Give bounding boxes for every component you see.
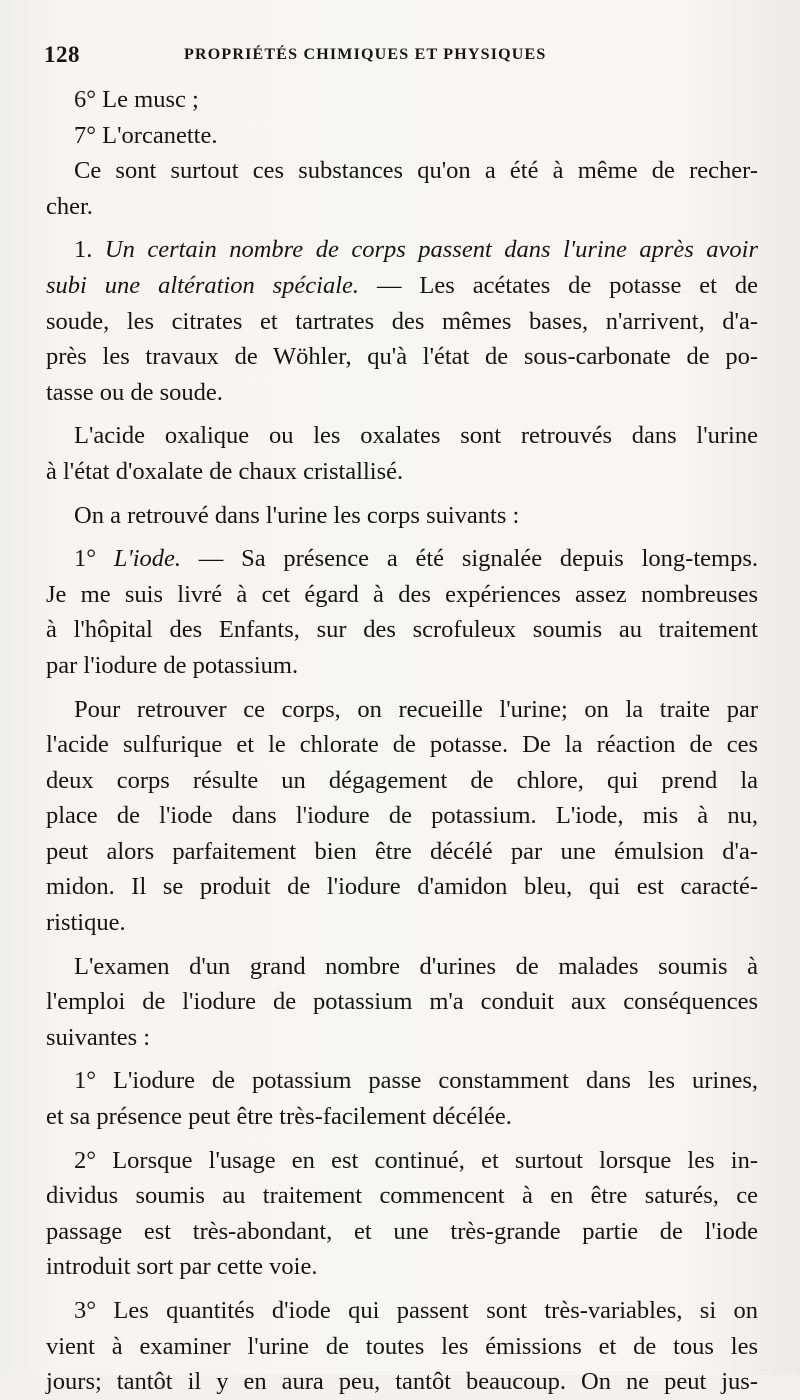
- text-span: 1.: [74, 236, 105, 264]
- text-line: jours; tantôt il y en aura peu, tantôt beaucoup. On ne peut jus-: [46, 1368, 758, 1396]
- text-line: Pour retrouver ce corps, on recueille l'urine; on la traite par: [74, 695, 758, 723]
- text-line: Ce sont surtout ces substances qu'on a été à même de recher-: [74, 157, 758, 185]
- text-line: [46, 268, 758, 304]
- text-line: à l'hôpital des Enfants, sur des scrofuleux soumis au traitement: [46, 616, 758, 644]
- text-line: à l'état d'oxalate de chaux cristallisé.: [46, 457, 404, 485]
- paragraph-gap: [46, 1285, 758, 1293]
- text-line: [46, 541, 758, 577]
- text-line: suivantes :: [46, 1023, 151, 1051]
- text-line: 1° L'iodure de potassium passe constamment dans les urines,: [74, 1067, 758, 1095]
- text-line: On a retrouvé dans l'urine les corps suivants :: [74, 501, 520, 529]
- text-line: 3° Les quantités d'iode qui passent sont très-variables, si on: [74, 1297, 758, 1324]
- text-line: par l'iodure de potassium.: [46, 651, 299, 679]
- text-line: place de l'iode dans l'iodure de potassium. L'iode, mis à nu,: [46, 802, 758, 830]
- paragraph-gap: [46, 1135, 758, 1143]
- paragraph-gap: [46, 684, 758, 692]
- italic-text: subi une altération spéciale.: [46, 271, 360, 299]
- text-line: Je me suis livré à cet égard à des expériences assez nombreuses: [46, 580, 758, 608]
- text-span: 1°: [74, 545, 114, 573]
- text-line: ristique.: [46, 909, 126, 937]
- text-line: l'acide sulfurique et le chlorate de potasse. De la réaction de ces: [46, 731, 758, 759]
- paragraph-gap: [46, 1055, 758, 1063]
- text-line: midon. Il se produit de l'iodure d'amidon bleu, qui est caracté-: [46, 873, 758, 901]
- text-span: — Les acétates de potasse et de: [359, 271, 759, 299]
- text-line: l'emploi de l'iodure de potassium m'a conduit aux conséquences: [46, 988, 758, 1016]
- italic-text: Un certain nombre de corps passent dans l'urine après avoir: [104, 236, 759, 264]
- paragraph-gap: [46, 941, 758, 949]
- text-line: 7° L'orcanette.: [74, 121, 218, 149]
- paragraph-gap: [46, 224, 758, 232]
- paragraph-gap: [46, 490, 758, 498]
- text-line: vient à examiner l'urine de toutes les émissions et de tous les: [46, 1332, 758, 1360]
- text-line: [46, 232, 758, 268]
- page-header: [44, 42, 764, 74]
- text-line: peut alors parfaitement bien être décélé par une émulsion d'a-: [46, 837, 758, 865]
- text-line: 2° Lorsque l'usage en est continué, et surtout lorsque les in-: [74, 1146, 758, 1174]
- text-line: dividus soumis au traitement commencent à en être saturés, ce: [46, 1182, 758, 1210]
- text-line: passage est très-abondant, et une très-grande partie de l'iode: [46, 1217, 758, 1245]
- text-line: deux corps résulte un dégagement de chlore, qui prend la: [46, 766, 758, 794]
- text-line: tasse ou de soude.: [46, 378, 223, 406]
- text-line: 6° Le musc ;: [74, 86, 199, 113]
- text-line: L'examen d'un grand nombre d'urines de malades soumis à: [74, 952, 758, 980]
- paragraph-gap: [46, 410, 758, 418]
- text-span: — Sa présence a été signalée depuis long-temps.: [181, 545, 758, 573]
- text-line: cher.: [46, 192, 93, 220]
- text-line: près les travaux de Wöhler, qu'à l'état de sous-carbonate de po-: [46, 343, 758, 371]
- text-line: L'acide oxalique ou les oxalates sont retrouvés dans l'urine: [74, 422, 758, 450]
- paragraph-gap: [46, 533, 758, 541]
- body-text: [46, 82, 758, 1400]
- page-number: 128: [44, 42, 80, 67]
- text-line: soude, les citrates et tartrates des mêmes bases, n'arrivent, d'a-: [46, 307, 758, 335]
- text-line: et sa présence peut être très-facilement décélée.: [46, 1103, 512, 1131]
- running-head: PROPRIÉTÉS CHIMIQUES ET PHYSIQUES: [184, 46, 547, 63]
- text-line: introduit sort par cette voie.: [46, 1253, 318, 1281]
- italic-text: L'iode.: [113, 545, 182, 573]
